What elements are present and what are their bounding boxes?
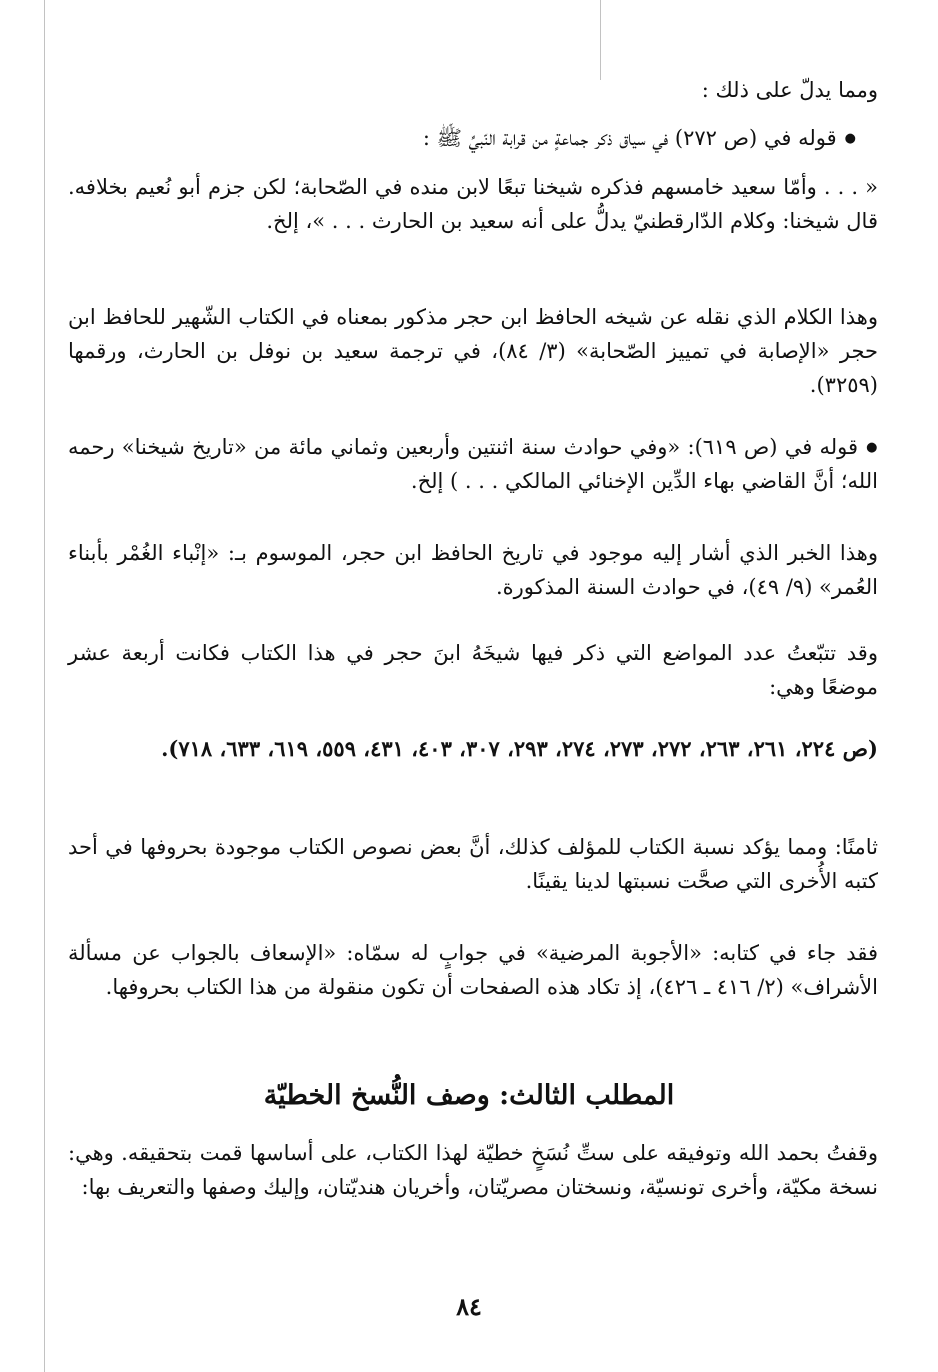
paragraph-inba: وهذا الخبر الذي أشار إليه موجود في تاريخ الحافظ ابن حجر، الموسوم بـ: «إنْباء الغُمْر بأبناء العُمر» (٩/ ٤٩)، في حوادث السنة المذكورة. [68, 541, 878, 600]
paragraph-intro: ومما يدلّ على ذلك : [701, 78, 878, 102]
paragraph-eighth: ثامنًا: ومما يؤكد نسبة الكتاب للمؤلف كذلك، أنَّ بعض نصوص الكتاب موجودة بحروفها في أحد كتبه الأُخرى التي صحَّت نسبتها لدينا يقينًا. [68, 835, 878, 894]
paragraph-count: وقد تتبّعتُ عدد المواضع التي ذكر فيها شيخَهُ ابنَ حجر في هذا الكتاب فكانت أربعة عشر موضعًا وهي: [68, 641, 878, 700]
paragraph-isaba: وهذا الكلام الذي نقله عن شيخه الحافظ ابن حجر مذكور بمعناه في الكتاب الشّهير للحافظ ابن حجر «الإصابة في تمييز الصّحابة» (٣/ ٨٤)، في ترجمة سعيد بن نوفل بن الحارث، ورقمها (٣٢٥٩). [68, 305, 878, 398]
scan-edge-line-mid [600, 0, 601, 80]
paragraph-page-list: (ص ٢٢٤، ٢٦١، ٢٦٣، ٢٧٢، ٢٧٣، ٢٧٤، ٢٩٣، ٣٠٧، ٤٠٣، ٤٣١، ٥٥٩، ٦١٩، ٦٣٣، ٧١٨). [161, 736, 878, 761]
scan-edge-line-left [44, 0, 45, 1372]
paragraph-bullet-2: ● قوله في (ص ٦١٩): «وفي حوادث سنة اثنتين وأربعين وثماني مائة من «تاريخ شيخنا» رحمه الله؛ أنَّ القاضي بهاء الدِّين الإخنائي المالكي . . . ) إلخ. [68, 430, 878, 498]
paragraph-ajwiba: فقد جاء في كتابه: «الأجوبة المرضية» في جوابٍ له سمّاه: «الإسعاف بالجواب عن مسألة الأشراف» (٢/ ٤١٦ ـ ٤٢٦)، إذ تكاد هذه الصفحات أن تكون منقولة من هذا الكتاب بحروفها. [68, 941, 878, 1000]
page-number: ٨٤ [456, 1292, 482, 1321]
paragraph-quote-1: « . . . وأمّا سعيد خامسهم فذكره شيخنا تبعًا لابن منده في الصّحابة؛ لكن جزم أبو نُعيم بخلافه. قال شيخنا: وكلام الدّارقطنيّ يدلُّ على أنه سعيد بن الحارث . . . »، إلخ. [68, 175, 878, 234]
paragraph-manuscripts: وقفتُ بحمد الله وتوفيقه على ستِّ نُسَخٍ خطيّة لهذا الكتاب، على أساسها قمت بتحقيقه. وهي: نسخة مكيّة، وأخرى تونسيّة، ونسختان مصريّتان، وأخريان هنديّتان، وإليك وصفها والتعريف بها: [68, 1141, 878, 1200]
paragraph-bullet-1: ● قوله في (ص ٢٧٢) في سياق ذكر جماعةٍ من قرابة النّبيِّ ﷺ : [66, 122, 856, 155]
section-heading: المطلب الثالث: وصف النُّسخ الخطيّة [263, 1080, 675, 1111]
